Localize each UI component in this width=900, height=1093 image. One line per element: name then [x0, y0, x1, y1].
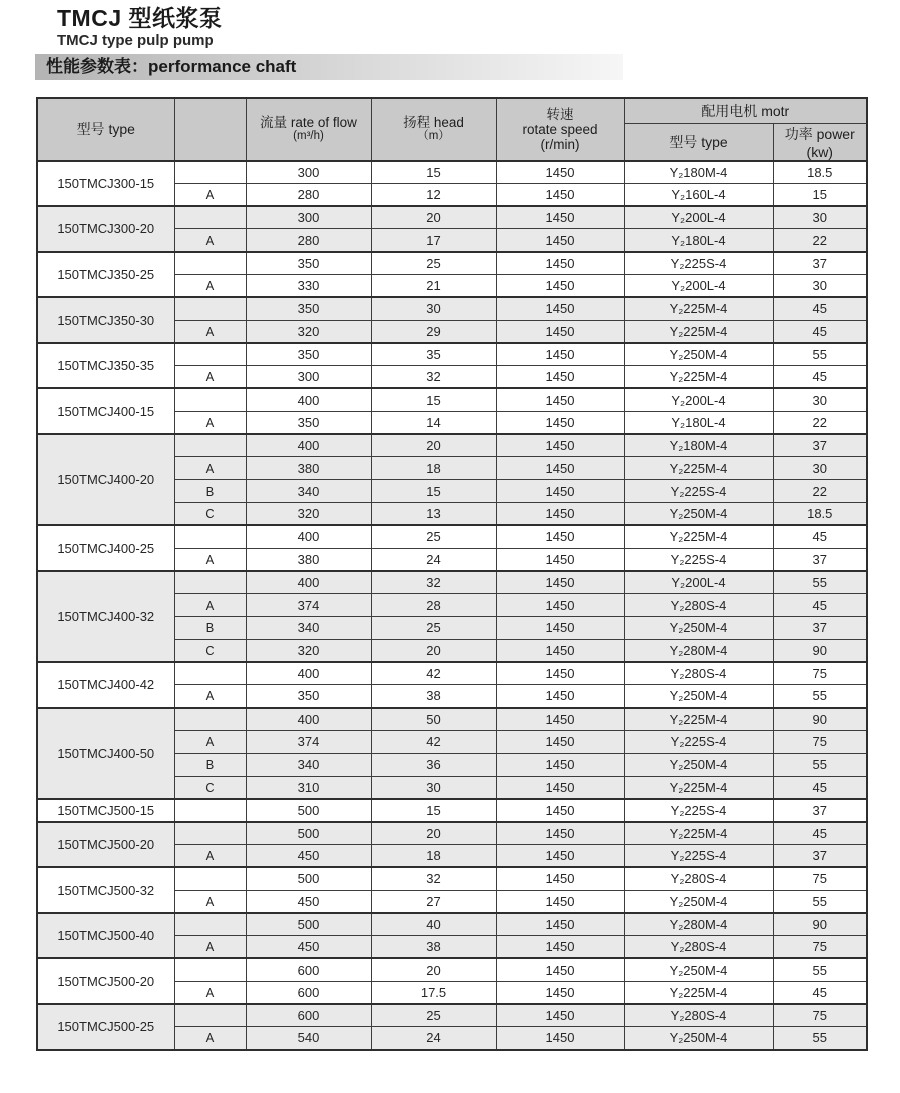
speed-cell: 1450 — [496, 799, 624, 822]
flow-cell: 600 — [246, 958, 371, 981]
head-cell: 27 — [371, 890, 496, 913]
speed-cell: 1450 — [496, 594, 624, 617]
motor-type-cell: Y₂180M-4 — [624, 161, 773, 184]
model-cell: 150TMCJ400-42 — [37, 662, 174, 708]
table-row — [37, 958, 867, 981]
speed-cell: 1450 — [496, 229, 624, 252]
head-cell: 30 — [371, 297, 496, 320]
variant-cell: C — [174, 502, 246, 525]
table-header — [37, 98, 867, 161]
variant-cell: A — [174, 890, 246, 913]
power-cell: 22 — [773, 411, 867, 434]
power-cell: 37 — [773, 799, 867, 822]
power-cell: 37 — [773, 616, 867, 639]
model-cell: 150TMCJ500-20 — [37, 958, 174, 1004]
header-speed-line2: rotate speed — [522, 121, 598, 137]
header-head — [371, 98, 496, 161]
power-cell: 75 — [773, 936, 867, 959]
flow-cell: 320 — [246, 502, 371, 525]
speed-cell: 1450 — [496, 616, 624, 639]
power-cell: 22 — [773, 229, 867, 252]
motor-type-cell: Y₂250M-4 — [624, 616, 773, 639]
head-cell: 15 — [371, 388, 496, 411]
motor-type-cell: Y₂250M-4 — [624, 343, 773, 366]
head-cell: 17 — [371, 229, 496, 252]
page-subtitle: TMCJ type pulp pump — [57, 32, 214, 49]
motor-type-cell: Y₂200L-4 — [624, 206, 773, 229]
variant-cell: A — [174, 457, 246, 480]
section-header: 性能参数表：performance chaft — [35, 54, 623, 80]
motor-type-cell: Y₂280M-4 — [624, 639, 773, 662]
model-cell: 150TMCJ400-32 — [37, 571, 174, 662]
speed-cell: 1450 — [496, 366, 624, 389]
flow-cell: 350 — [246, 685, 371, 708]
head-cell: 32 — [371, 867, 496, 890]
power-cell: 45 — [773, 366, 867, 389]
speed-cell: 1450 — [496, 822, 624, 845]
variant-cell: A — [174, 981, 246, 1004]
model-cell: 150TMCJ350-30 — [37, 297, 174, 343]
model-cell: 150TMCJ300-20 — [37, 206, 174, 252]
head-cell: 35 — [371, 343, 496, 366]
flow-cell: 320 — [246, 639, 371, 662]
head-cell: 20 — [371, 434, 496, 457]
head-cell: 40 — [371, 913, 496, 936]
head-cell: 20 — [371, 206, 496, 229]
head-cell: 30 — [371, 776, 496, 799]
header-variant — [174, 98, 246, 161]
model-cell: 150TMCJ500-25 — [37, 1004, 174, 1050]
table-row — [37, 913, 867, 936]
table-row — [37, 161, 867, 184]
flow-cell: 350 — [246, 252, 371, 275]
power-cell: 30 — [773, 274, 867, 297]
head-cell: 25 — [371, 1004, 496, 1027]
speed-cell: 1450 — [496, 502, 624, 525]
speed-cell: 1450 — [496, 183, 624, 206]
flow-cell: 320 — [246, 320, 371, 343]
motor-type-cell: Y₂200L-4 — [624, 388, 773, 411]
power-cell: 45 — [773, 776, 867, 799]
head-cell: 24 — [371, 1027, 496, 1050]
power-cell: 55 — [773, 753, 867, 776]
motor-type-cell: Y₂200L-4 — [624, 274, 773, 297]
flow-cell: 500 — [246, 913, 371, 936]
variant-cell: A — [174, 685, 246, 708]
flow-cell: 350 — [246, 343, 371, 366]
head-cell: 14 — [371, 411, 496, 434]
motor-type-cell: Y₂225M-4 — [624, 776, 773, 799]
table-row — [37, 867, 867, 890]
motor-type-cell: Y₂280M-4 — [624, 913, 773, 936]
flow-cell: 300 — [246, 161, 371, 184]
motor-type-cell: Y₂225M-4 — [624, 822, 773, 845]
header-head-line1: 扬程 head — [403, 115, 464, 131]
motor-type-cell: Y₂180L-4 — [624, 229, 773, 252]
speed-cell: 1450 — [496, 525, 624, 548]
header-motor-group: 配用电机 motr — [624, 98, 867, 123]
table-row — [37, 1004, 867, 1027]
variant-cell — [174, 525, 246, 548]
motor-type-cell: Y₂250M-4 — [624, 890, 773, 913]
head-cell: 18 — [371, 457, 496, 480]
power-cell: 45 — [773, 525, 867, 548]
header-head-line2: （m） — [417, 130, 450, 143]
power-cell: 75 — [773, 867, 867, 890]
motor-type-cell: Y₂225M-4 — [624, 457, 773, 480]
flow-cell: 450 — [246, 936, 371, 959]
head-cell: 18 — [371, 844, 496, 867]
table-row — [37, 799, 867, 822]
head-cell: 38 — [371, 936, 496, 959]
table-row — [37, 343, 867, 366]
model-cell: 150TMCJ300-15 — [37, 161, 174, 207]
head-cell: 20 — [371, 822, 496, 845]
power-cell: 75 — [773, 730, 867, 753]
header-speed — [496, 98, 624, 161]
power-cell: 45 — [773, 297, 867, 320]
flow-cell: 340 — [246, 753, 371, 776]
variant-cell: A — [174, 844, 246, 867]
speed-cell: 1450 — [496, 457, 624, 480]
variant-cell — [174, 799, 246, 822]
speed-cell: 1450 — [496, 388, 624, 411]
flow-cell: 450 — [246, 844, 371, 867]
speed-cell: 1450 — [496, 730, 624, 753]
header-model: 型号 type — [37, 98, 174, 161]
power-cell: 55 — [773, 343, 867, 366]
power-cell: 37 — [773, 548, 867, 571]
variant-cell: B — [174, 616, 246, 639]
flow-cell: 330 — [246, 274, 371, 297]
motor-type-cell: Y₂225S-4 — [624, 252, 773, 275]
header-flow-line1: 流量 rate of flow — [260, 115, 357, 131]
flow-cell: 600 — [246, 981, 371, 1004]
motor-type-cell: Y₂160L-4 — [624, 183, 773, 206]
table-row — [37, 708, 867, 731]
head-cell: 12 — [371, 183, 496, 206]
model-cell: 150TMCJ400-50 — [37, 708, 174, 799]
motor-type-cell: Y₂180L-4 — [624, 411, 773, 434]
speed-cell: 1450 — [496, 252, 624, 275]
table-row — [37, 388, 867, 411]
power-cell: 45 — [773, 981, 867, 1004]
variant-cell: A — [174, 229, 246, 252]
variant-cell — [174, 434, 246, 457]
header-speed-line3: (r/min) — [540, 136, 580, 152]
speed-cell: 1450 — [496, 981, 624, 1004]
flow-cell: 540 — [246, 1027, 371, 1050]
header-flow-line2: (m³/h) — [293, 130, 324, 143]
motor-type-cell: Y₂225M-4 — [624, 708, 773, 731]
speed-cell: 1450 — [496, 411, 624, 434]
head-cell: 50 — [371, 708, 496, 731]
variant-cell — [174, 297, 246, 320]
flow-cell: 400 — [246, 388, 371, 411]
flow-cell: 300 — [246, 366, 371, 389]
motor-type-cell: Y₂225S-4 — [624, 480, 773, 503]
variant-cell: A — [174, 183, 246, 206]
motor-type-cell: Y₂225M-4 — [624, 525, 773, 548]
motor-type-cell: Y₂225S-4 — [624, 844, 773, 867]
motor-type-cell: Y₂225M-4 — [624, 320, 773, 343]
speed-cell: 1450 — [496, 297, 624, 320]
motor-type-cell: Y₂225M-4 — [624, 297, 773, 320]
power-cell: 90 — [773, 913, 867, 936]
power-cell: 90 — [773, 639, 867, 662]
speed-cell: 1450 — [496, 708, 624, 731]
flow-cell: 500 — [246, 867, 371, 890]
head-cell: 32 — [371, 571, 496, 594]
head-cell: 25 — [371, 616, 496, 639]
speed-cell: 1450 — [496, 161, 624, 184]
variant-cell — [174, 662, 246, 685]
power-cell: 90 — [773, 708, 867, 731]
speed-cell: 1450 — [496, 571, 624, 594]
power-cell: 55 — [773, 571, 867, 594]
power-cell: 30 — [773, 388, 867, 411]
variant-cell: A — [174, 320, 246, 343]
variant-cell — [174, 206, 246, 229]
motor-type-cell: Y₂250M-4 — [624, 753, 773, 776]
motor-type-cell: Y₂250M-4 — [624, 1027, 773, 1050]
variant-cell: B — [174, 753, 246, 776]
power-cell: 18.5 — [773, 161, 867, 184]
head-cell: 38 — [371, 685, 496, 708]
variant-cell: C — [174, 639, 246, 662]
head-cell: 20 — [371, 958, 496, 981]
flow-cell: 400 — [246, 708, 371, 731]
table-row — [37, 252, 867, 275]
header-speed-line1: 转速 — [546, 106, 574, 122]
motor-type-cell: Y₂280S-4 — [624, 594, 773, 617]
variant-cell: A — [174, 936, 246, 959]
speed-cell: 1450 — [496, 958, 624, 981]
performance-table — [36, 97, 868, 1051]
flow-cell: 380 — [246, 457, 371, 480]
power-cell: 55 — [773, 1027, 867, 1050]
motor-type-cell: Y₂225M-4 — [624, 366, 773, 389]
flow-cell: 400 — [246, 662, 371, 685]
motor-type-cell: Y₂280S-4 — [624, 1004, 773, 1027]
motor-type-cell: Y₂225S-4 — [624, 730, 773, 753]
head-cell: 32 — [371, 366, 496, 389]
variant-cell: A — [174, 548, 246, 571]
model-cell: 150TMCJ500-20 — [37, 822, 174, 868]
variant-cell — [174, 252, 246, 275]
head-cell: 15 — [371, 480, 496, 503]
motor-type-cell: Y₂180M-4 — [624, 434, 773, 457]
motor-type-cell: Y₂250M-4 — [624, 958, 773, 981]
table-row — [37, 206, 867, 229]
flow-cell: 350 — [246, 411, 371, 434]
power-cell: 30 — [773, 206, 867, 229]
table-row — [37, 571, 867, 594]
head-cell: 25 — [371, 252, 496, 275]
motor-type-cell: Y₂250M-4 — [624, 685, 773, 708]
page-title: TMCJ 型纸浆泵 — [57, 5, 223, 31]
power-cell: 18.5 — [773, 502, 867, 525]
table-row — [37, 662, 867, 685]
flow-cell: 374 — [246, 730, 371, 753]
head-cell: 15 — [371, 161, 496, 184]
model-cell: 150TMCJ500-40 — [37, 913, 174, 959]
flow-cell: 340 — [246, 616, 371, 639]
model-cell: 150TMCJ400-25 — [37, 525, 174, 571]
variant-cell — [174, 388, 246, 411]
variant-cell — [174, 571, 246, 594]
model-cell: 150TMCJ350-35 — [37, 343, 174, 389]
power-cell: 55 — [773, 890, 867, 913]
variant-cell: A — [174, 730, 246, 753]
power-cell: 55 — [773, 685, 867, 708]
speed-cell: 1450 — [496, 434, 624, 457]
model-cell: 150TMCJ400-15 — [37, 388, 174, 434]
variant-cell: A — [174, 411, 246, 434]
flow-cell: 500 — [246, 799, 371, 822]
motor-type-cell: Y₂250M-4 — [624, 502, 773, 525]
head-cell: 28 — [371, 594, 496, 617]
flow-cell: 300 — [246, 206, 371, 229]
power-cell: 22 — [773, 480, 867, 503]
motor-type-cell: Y₂280S-4 — [624, 936, 773, 959]
head-cell: 17.5 — [371, 981, 496, 1004]
model-cell: 150TMCJ400-20 — [37, 434, 174, 525]
power-cell: 30 — [773, 457, 867, 480]
speed-cell: 1450 — [496, 890, 624, 913]
power-cell: 45 — [773, 822, 867, 845]
variant-cell — [174, 822, 246, 845]
speed-cell: 1450 — [496, 480, 624, 503]
model-cell: 150TMCJ500-15 — [37, 799, 174, 822]
motor-type-cell: Y₂200L-4 — [624, 571, 773, 594]
speed-cell: 1450 — [496, 662, 624, 685]
header-flow — [246, 98, 371, 161]
speed-cell: 1450 — [496, 913, 624, 936]
head-cell: 15 — [371, 799, 496, 822]
power-cell: 75 — [773, 1004, 867, 1027]
flow-cell: 500 — [246, 822, 371, 845]
variant-cell — [174, 1004, 246, 1027]
table-body — [37, 161, 867, 1050]
power-cell: 45 — [773, 320, 867, 343]
head-cell: 21 — [371, 274, 496, 297]
speed-cell: 1450 — [496, 1027, 624, 1050]
variant-cell: C — [174, 776, 246, 799]
flow-cell: 350 — [246, 297, 371, 320]
head-cell: 24 — [371, 548, 496, 571]
motor-type-cell: Y₂280S-4 — [624, 662, 773, 685]
speed-cell: 1450 — [496, 320, 624, 343]
power-cell: 37 — [773, 434, 867, 457]
speed-cell: 1450 — [496, 343, 624, 366]
motor-type-cell: Y₂225M-4 — [624, 981, 773, 1004]
speed-cell: 1450 — [496, 844, 624, 867]
motor-type-cell: Y₂225S-4 — [624, 799, 773, 822]
speed-cell: 1450 — [496, 753, 624, 776]
flow-cell: 380 — [246, 548, 371, 571]
variant-cell — [174, 343, 246, 366]
flow-cell: 280 — [246, 229, 371, 252]
variant-cell: A — [174, 366, 246, 389]
power-cell: 75 — [773, 662, 867, 685]
flow-cell: 450 — [246, 890, 371, 913]
flow-cell: 400 — [246, 525, 371, 548]
speed-cell: 1450 — [496, 206, 624, 229]
speed-cell: 1450 — [496, 685, 624, 708]
flow-cell: 310 — [246, 776, 371, 799]
flow-cell: 340 — [246, 480, 371, 503]
table-row — [37, 525, 867, 548]
speed-cell: 1450 — [496, 1004, 624, 1027]
model-cell: 150TMCJ350-25 — [37, 252, 174, 298]
model-cell: 150TMCJ500-32 — [37, 867, 174, 913]
flow-cell: 280 — [246, 183, 371, 206]
speed-cell: 1450 — [496, 867, 624, 890]
variant-cell: A — [174, 594, 246, 617]
speed-cell: 1450 — [496, 936, 624, 959]
motor-type-cell: Y₂225S-4 — [624, 548, 773, 571]
flow-cell: 600 — [246, 1004, 371, 1027]
head-cell: 29 — [371, 320, 496, 343]
head-cell: 20 — [371, 639, 496, 662]
variant-cell — [174, 161, 246, 184]
variant-cell — [174, 867, 246, 890]
variant-cell — [174, 958, 246, 981]
speed-cell: 1450 — [496, 639, 624, 662]
variant-cell: A — [174, 274, 246, 297]
flow-cell: 400 — [246, 434, 371, 457]
variant-cell: B — [174, 480, 246, 503]
flow-cell: 374 — [246, 594, 371, 617]
power-cell: 55 — [773, 958, 867, 981]
header-motor-power: 功率 power (kw) — [773, 123, 867, 161]
head-cell: 42 — [371, 662, 496, 685]
power-cell: 37 — [773, 844, 867, 867]
table-row — [37, 434, 867, 457]
variant-cell: A — [174, 1027, 246, 1050]
head-cell: 25 — [371, 525, 496, 548]
variant-cell — [174, 913, 246, 936]
head-cell: 13 — [371, 502, 496, 525]
head-cell: 42 — [371, 730, 496, 753]
speed-cell: 1450 — [496, 776, 624, 799]
variant-cell — [174, 708, 246, 731]
head-cell: 36 — [371, 753, 496, 776]
header-motor-type: 型号 type — [624, 123, 773, 161]
power-cell: 15 — [773, 183, 867, 206]
speed-cell: 1450 — [496, 274, 624, 297]
flow-cell: 400 — [246, 571, 371, 594]
speed-cell: 1450 — [496, 548, 624, 571]
power-cell: 45 — [773, 594, 867, 617]
power-cell: 37 — [773, 252, 867, 275]
table-row — [37, 822, 867, 845]
motor-type-cell: Y₂280S-4 — [624, 867, 773, 890]
table-row — [37, 297, 867, 320]
